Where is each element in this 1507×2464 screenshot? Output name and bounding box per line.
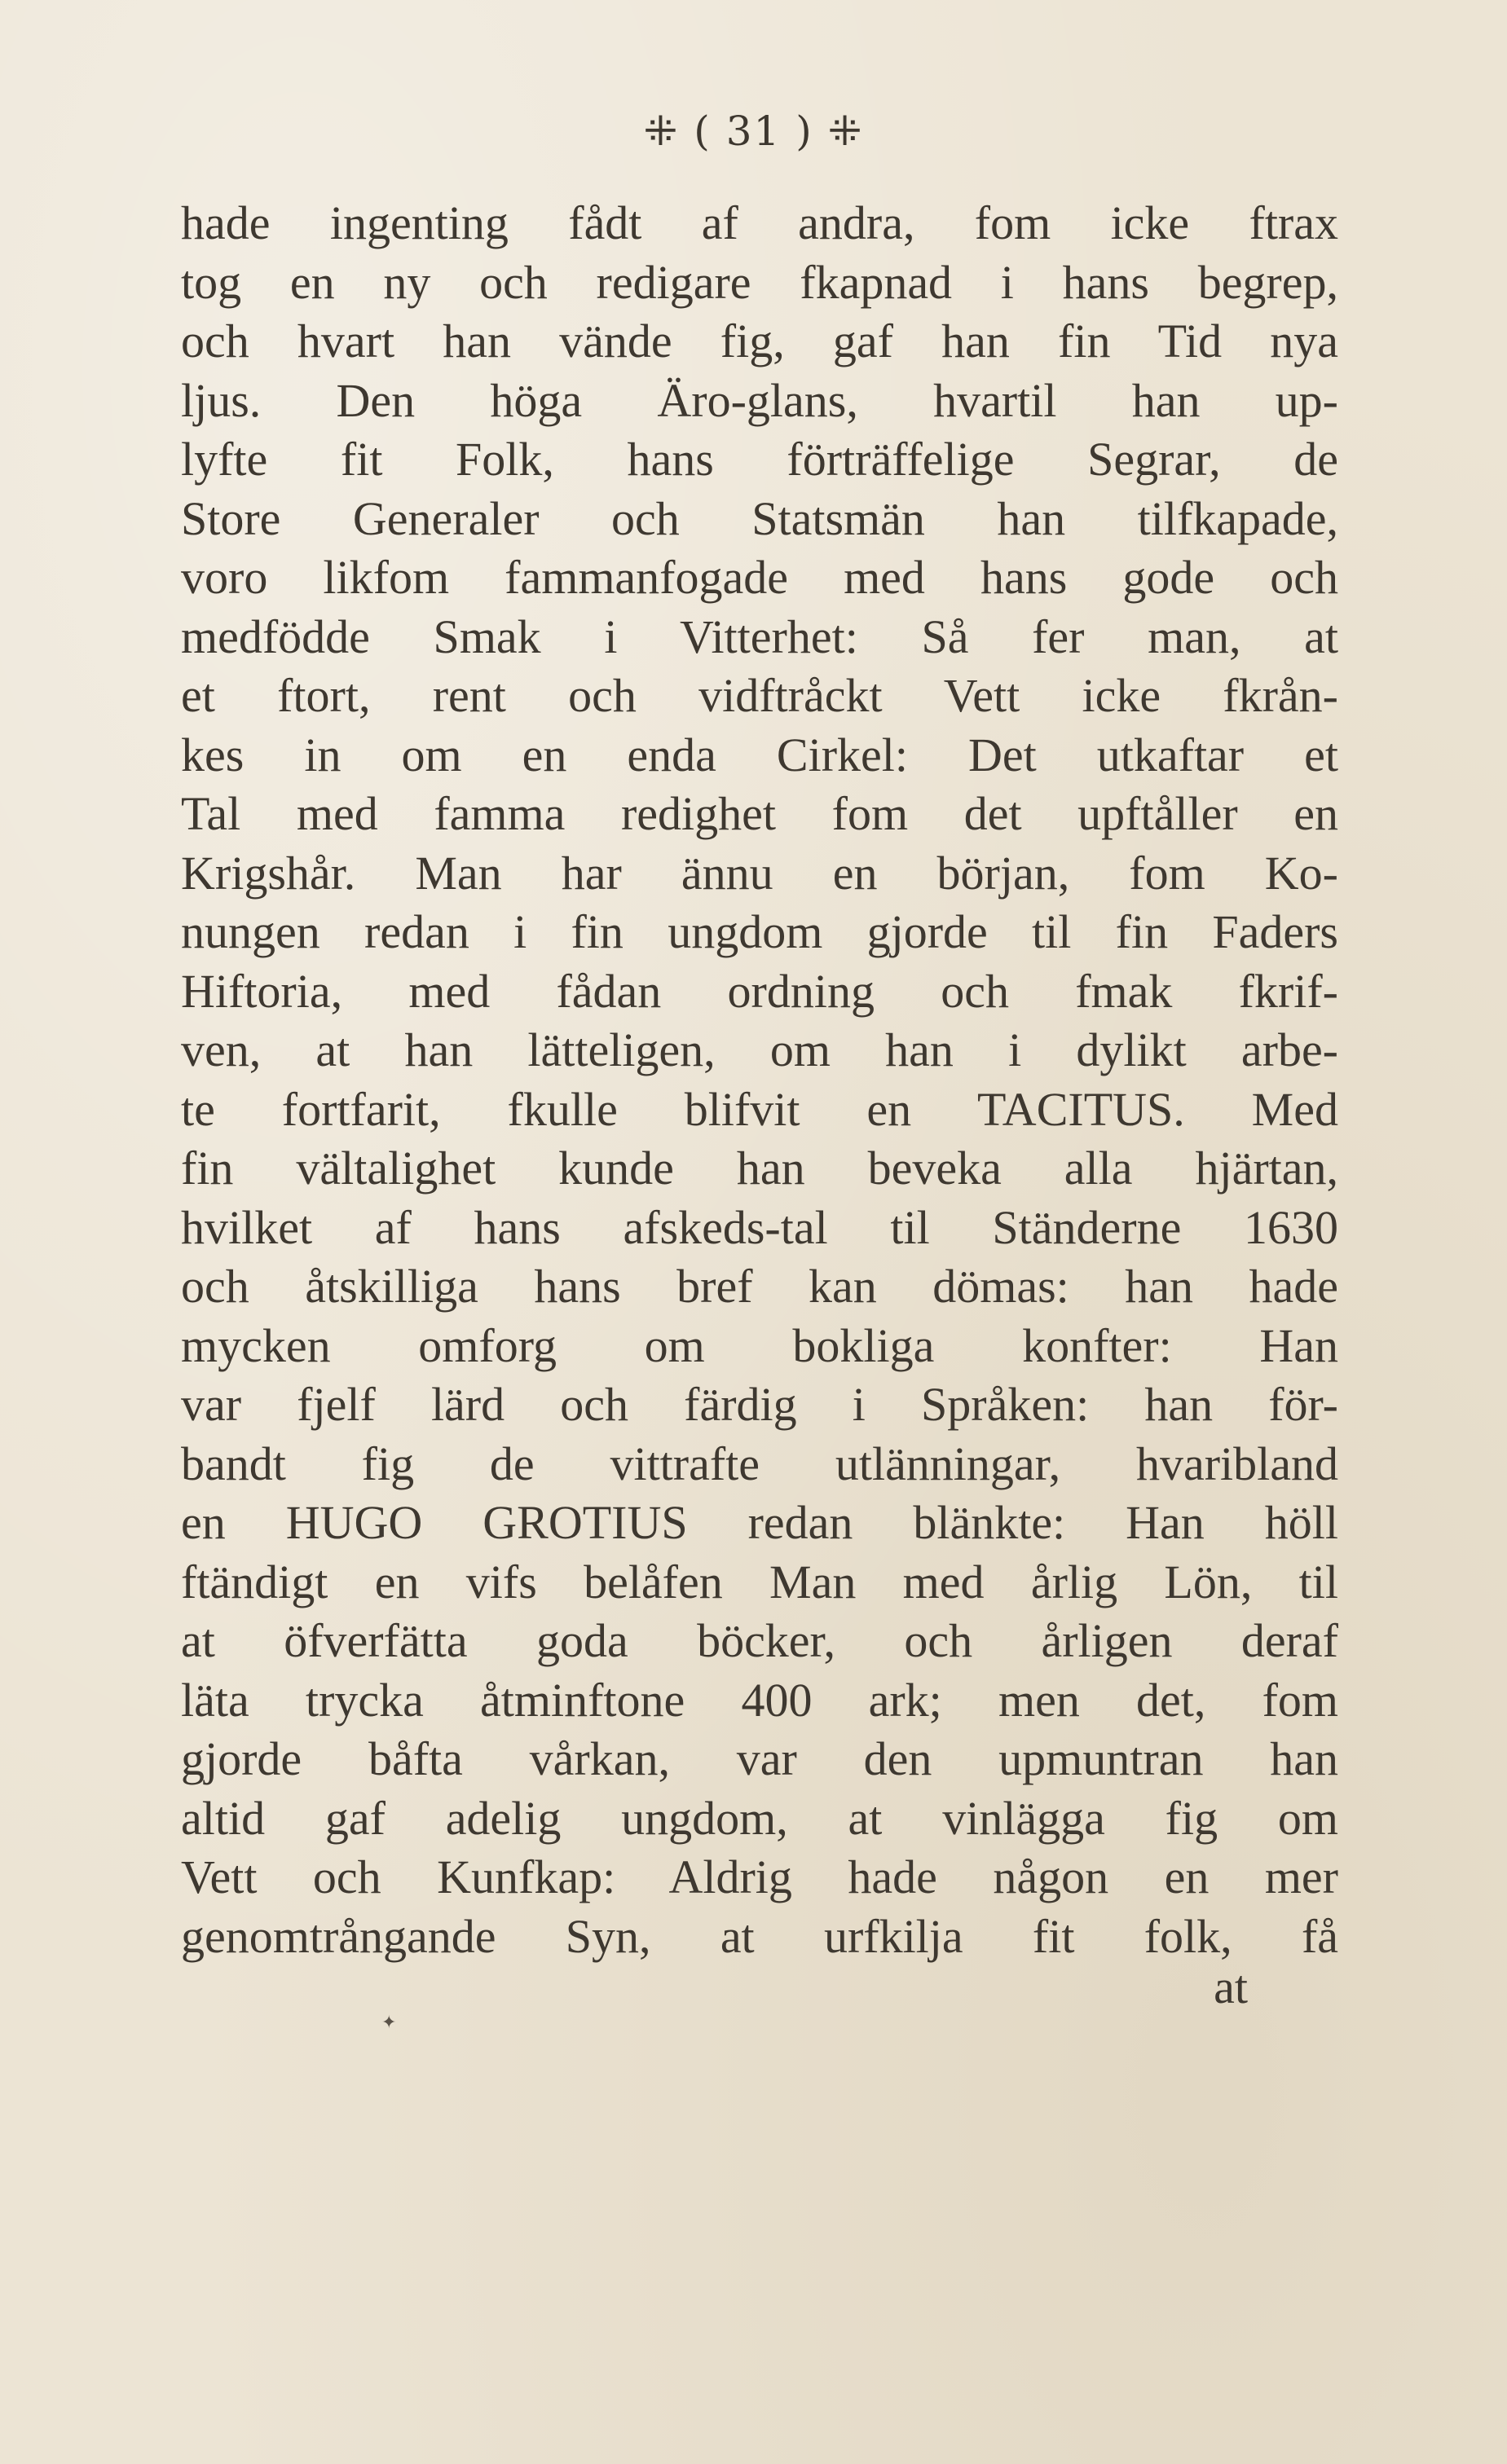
page-number-header: ⁜ ( 31 ) ⁜ — [643, 108, 864, 155]
text-line: var fjelf lärd och färdig i Språken: han för- — [181, 1378, 1338, 1431]
text-line: en HUGO GROTIUS redan blänkte: Han höll — [181, 1496, 1338, 1549]
text-line: genomtrångande Syn, at urfkilja fit folk, få — [181, 1909, 1338, 1963]
text-line: ftändigt en vifs belåfen Man med årlig Lön, til — [181, 1555, 1338, 1608]
ink-speck-icon: ✦ — [381, 2013, 397, 2033]
text-line: Hiftoria, med fådan ordning och fmak fkrif- — [181, 964, 1338, 1018]
text-line: hvilket af hans afskeds-tal til Ständerne 1630 — [181, 1200, 1338, 1254]
text-line: et ftort, rent och vidftråckt Vett icke fkrån- — [181, 669, 1338, 722]
text-line: nungen redan i fin ungdom gjorde til fin Faders — [181, 905, 1338, 958]
text-line: Tal med famma redighet fom det upftåller en — [181, 787, 1338, 840]
text-line: Krigshår. Man har ännu en början, fom Ko- — [181, 846, 1338, 900]
text-line: gjorde båfta vårkan, var den upmuntran han — [181, 1732, 1338, 1785]
text-line: hade ingenting fådt af andra, fom icke ftrax — [181, 196, 1338, 249]
text-line: bandt fig de vittrafte utlänningar, hvaribland — [181, 1437, 1338, 1490]
text-line: Vett och Kunfkap: Aldrig hade någon en mer — [181, 1850, 1338, 1903]
catchword: at — [1214, 1960, 1248, 2013]
text-line: och åtskilliga hans bref kan dömas: han hade — [181, 1260, 1338, 1313]
text-line: ven, at han lätteligen, om han i dylikt arbe- — [181, 1023, 1338, 1076]
text-line: at öfverfätta goda böcker, och årligen deraf — [181, 1614, 1338, 1667]
text-line: och hvart han vände fig, gaf han fin Tid nya — [181, 315, 1338, 367]
text-line: lyfte fit Folk, hans förträffelige Segrar, de — [181, 433, 1338, 486]
text-line: läta trycka åtminftone 400 ark; men det, fom — [181, 1673, 1338, 1727]
text-line: voro likfom fammanfogade med hans gode och — [181, 551, 1338, 604]
text-line: ljus. Den höga Äro-glans, hvartil han up- — [181, 373, 1338, 427]
text-line: medfödde Smak i Vitterhet: Så fer man, at — [181, 609, 1338, 663]
text-line: tog en ny och redigare fkapnad i hans begrep, — [181, 255, 1338, 309]
text-line: fin vältalighet kunde han beveka alla hjärtan, — [181, 1142, 1338, 1195]
text-line: kes in om en enda Cirkel: Det utkaftar et — [181, 728, 1338, 781]
text-line: altid gaf adelig ungdom, at vinlägga fig om — [181, 1791, 1338, 1845]
body-text — [181, 194, 1338, 1966]
text-line: Store Generaler och Statsmän han tilfkapade, — [181, 491, 1338, 545]
text-line: mycken omforg om bokliga konfter: Han — [181, 1318, 1338, 1372]
text-line: te fortfarit, fkulle blifvit en TACITUS. Med — [181, 1082, 1338, 1136]
